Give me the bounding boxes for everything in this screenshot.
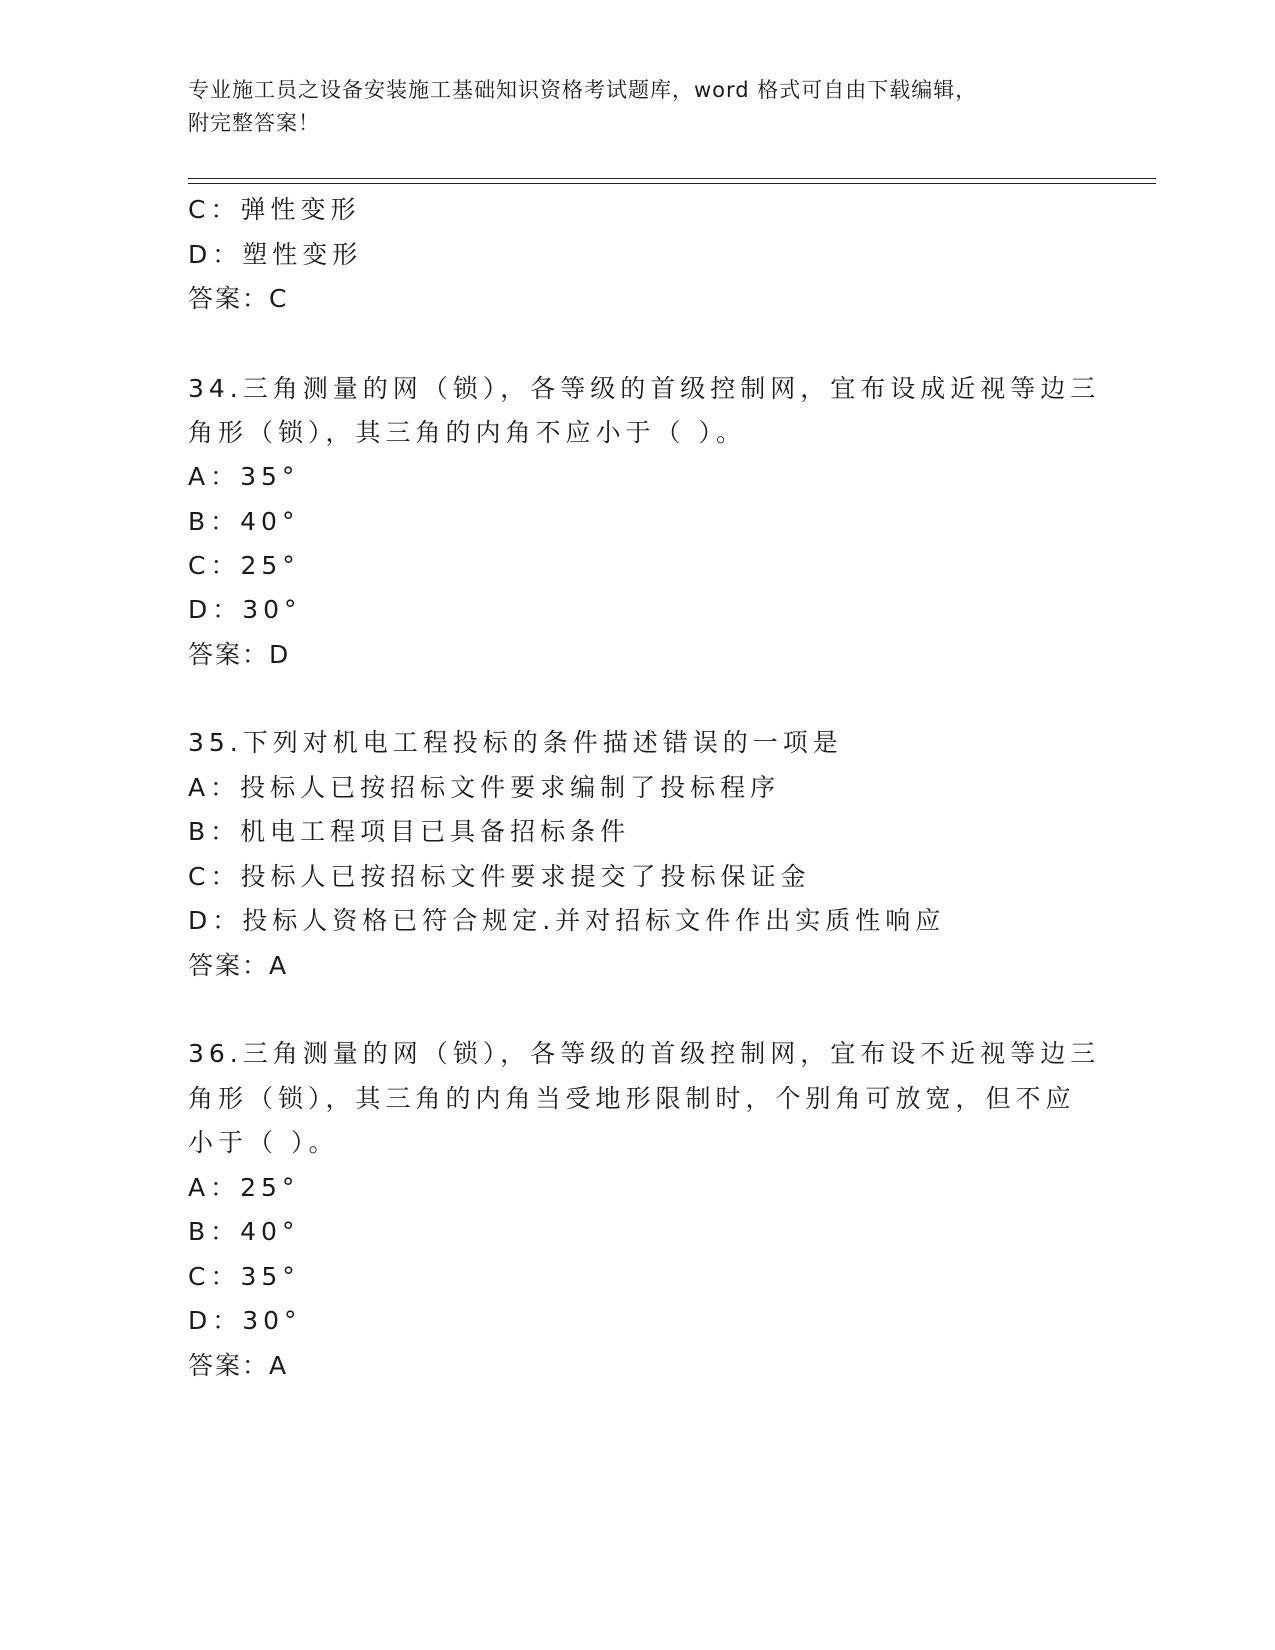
question-35: 35.下列对机电工程投标的条件描述错误的一项是 xyxy=(188,728,843,757)
option-c-35: C：投标人已按招标文件要求提交了投标保证金 xyxy=(188,862,811,891)
document-header xyxy=(188,74,1088,140)
option-a-36: A：25° xyxy=(188,1173,300,1202)
option-b-34: B：40° xyxy=(188,507,300,536)
option-c-36: C：35° xyxy=(188,1262,300,1291)
question-36-line-3: 小于（ ）。 xyxy=(188,1128,339,1157)
answer-36: 答案：A xyxy=(188,1351,289,1380)
question-34-line-2: 角形（锁），其三角的内角不应小于（ ）。 xyxy=(188,418,746,447)
header-line-2: 附完整答案！ xyxy=(188,111,320,135)
option-d-34: D：30° xyxy=(188,595,302,624)
header-divider-bottom xyxy=(188,183,1156,184)
question-36-line-1: 36.三角测量的网（锁），各等级的首级控制网，宜布设不近视等边三 xyxy=(188,1039,1101,1068)
header-divider-top xyxy=(188,178,1156,179)
option-b-35: B：机电工程项目已具备招标条件 xyxy=(188,817,631,846)
option-c-34: C：25° xyxy=(188,551,300,580)
question-34-line-1: 34.三角测量的网（锁），各等级的首级控制网，宜布设成近视等边三 xyxy=(188,374,1101,403)
option-a-34: A：35° xyxy=(188,462,300,491)
answer-34: 答案：D xyxy=(188,640,291,669)
question-36-line-2: 角形（锁），其三角的内角当受地形限制时，个别角可放宽，但不应 xyxy=(188,1084,1076,1113)
option-a-35: A：投标人已按招标文件要求编制了投标程序 xyxy=(188,773,781,802)
option-b-36: B：40° xyxy=(188,1217,300,1246)
answer-35: 答案：A xyxy=(188,951,289,980)
option-d-33: D：塑性变形 xyxy=(188,240,363,269)
header-line-1: 专业施工员之设备安装施工基础知识资格考试题库，word 格式可自由下载编辑， xyxy=(188,78,978,102)
option-c-33: C：弹性变形 xyxy=(188,195,361,224)
option-d-35: D：投标人资格已符合规定.并对招标文件作出实质性响应 xyxy=(188,906,946,935)
answer-33: 答案：C xyxy=(188,284,289,313)
option-d-36: D：30° xyxy=(188,1306,302,1335)
